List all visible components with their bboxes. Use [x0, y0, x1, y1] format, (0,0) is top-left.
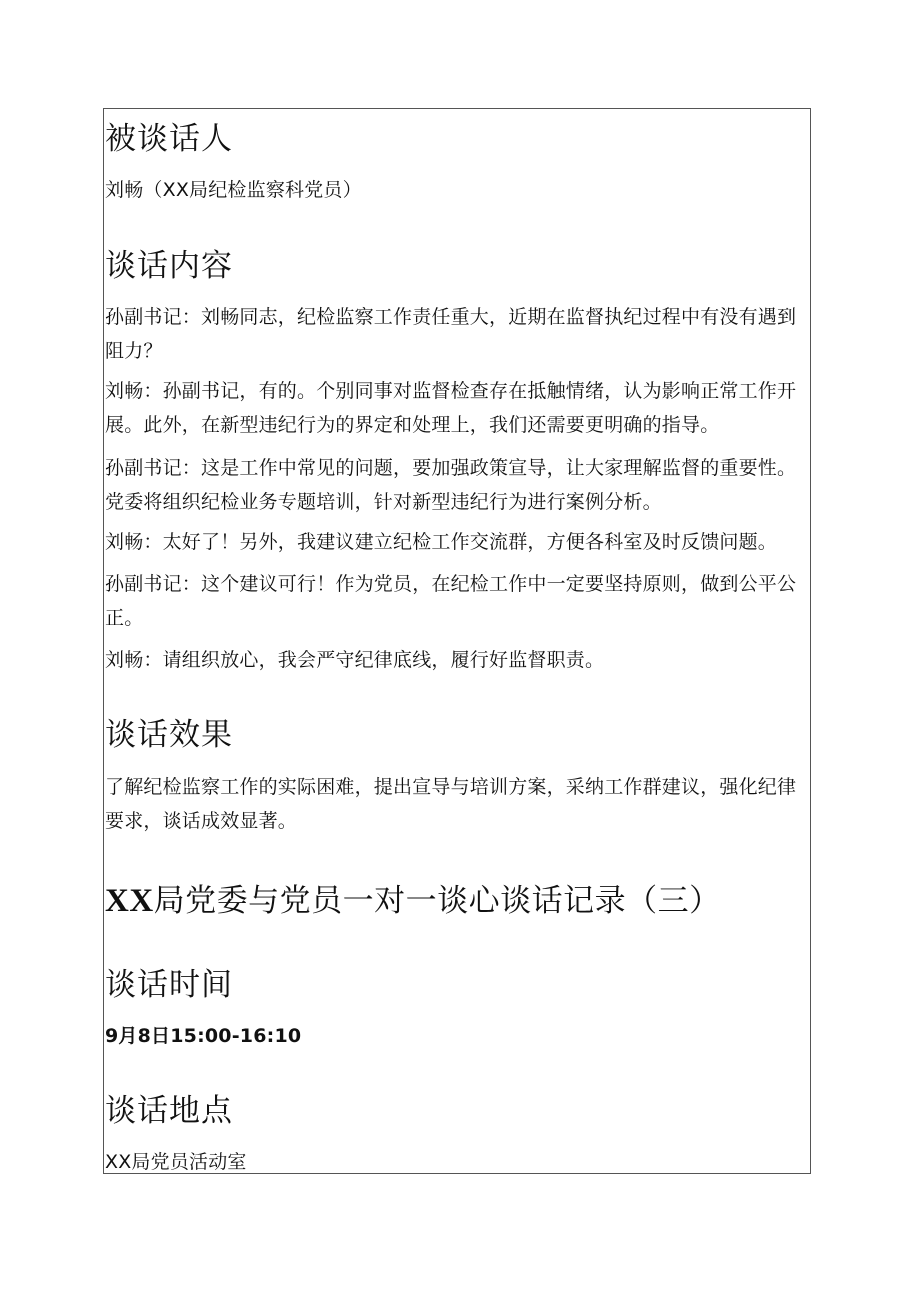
time-text: 9月8日15:00-16:10 — [105, 1025, 302, 1047]
dialogue-line-4: 刘畅：太好了！另外，我建议建立纪检工作交流群，方便各科室及时反馈问题。 — [105, 531, 778, 553]
dialogue-line-2: 刘畅：孙副书记，有的。个别同事对监督检查存在抵触情绪，认为影响正常工作开展。此外，在新型违纪行为的界定和处理上，我们还需要更明确的指导。 — [105, 380, 797, 436]
effect-text: 了解纪检监察工作的实际困难，提出宣导与培训方案，采纳工作群建议，强化纪律要求，谈话成效显著。 — [105, 776, 797, 832]
interviewee-heading: 被谈话人 — [105, 121, 233, 157]
dialogue-line-1: 孙副书记：刘畅同志，纪检监察工作责任重大，近期在监督执纪过程中有没有遇到阻力？ — [105, 306, 797, 362]
effect-heading: 谈话效果 — [105, 717, 233, 753]
record-title-latin: XX — [105, 883, 154, 919]
record-title-rest: 局党委与党员一对一谈心谈话记录（三） — [153, 883, 721, 919]
interviewee-text: 刘畅（XX局纪检监察科党员） — [105, 179, 362, 201]
place-heading: 谈话地点 — [105, 1093, 233, 1129]
record-title — [105, 881, 813, 921]
content-heading: 谈话内容 — [105, 248, 233, 284]
dialogue-line-3: 孙副书记：这是工作中常见的问题，要加强政策宣导，让大家理解监督的重要性。党委将组织纪检业务专题培训，针对新型违纪行为进行案例分析。 — [105, 457, 797, 513]
dialogue-line-5: 孙副书记：这个建议可行！作为党员，在纪检工作中一定要坚持原则，做到公平公正。 — [105, 573, 797, 629]
dialogue-line-6: 刘畅：请组织放心，我会严守纪律底线，履行好监督职责。 — [105, 649, 605, 671]
place-text: XX局党员活动室 — [105, 1151, 247, 1173]
time-heading: 谈话时间 — [105, 967, 233, 1003]
